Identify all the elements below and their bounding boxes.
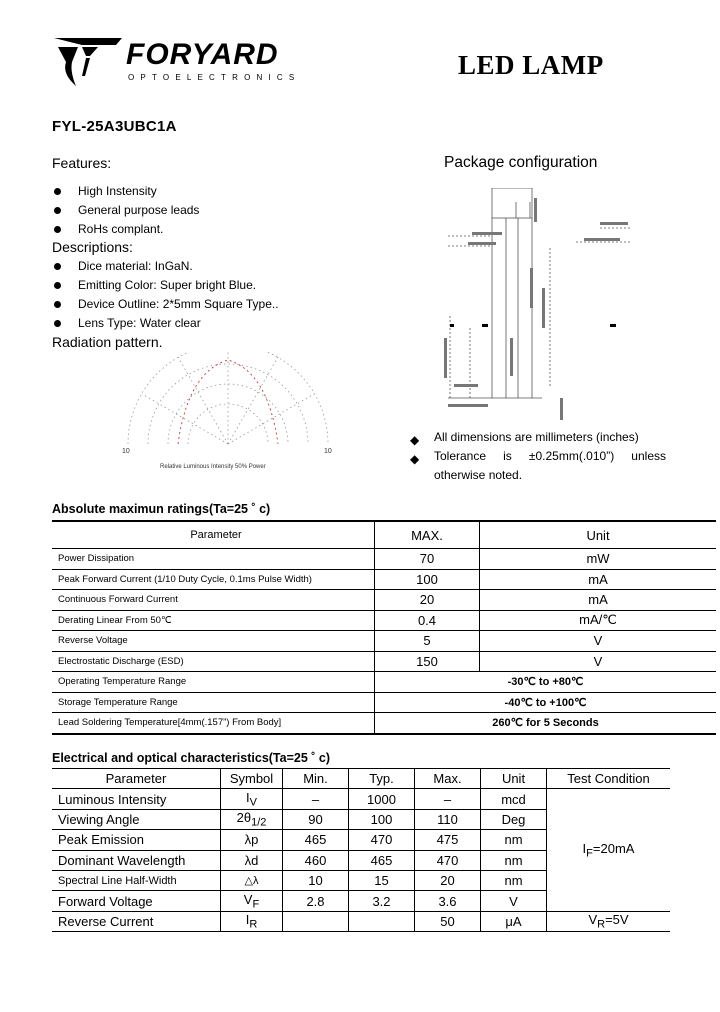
document-title: LED LAMP — [458, 50, 604, 80]
column-header: Symbol — [221, 769, 283, 789]
table-row: Dominant Wavelength λd 460 465 470 nm — [52, 850, 670, 870]
column-header: MAX. — [375, 521, 480, 549]
radiation-pattern-heading: Radiation pattern. — [52, 334, 163, 350]
features-list — [52, 182, 199, 239]
list-item: ◆ Tolerance is ±0.25mm(.010”) unless otherwise noted. — [410, 449, 666, 482]
column-header: Unit — [481, 769, 547, 789]
table-row: Reverse Current $I_R$ 50 μA $V_R=5V$ — [52, 911, 670, 931]
package-notes — [410, 428, 666, 485]
list-item: Lens Type: Water clear — [52, 314, 279, 333]
diamond-bullet-icon: ◆ — [410, 433, 420, 447]
table-row: Lead Soldering Temperature[4mm(.157”) From Body] 260℃ for 5 Seconds — [52, 713, 716, 734]
table-row: Viewing Angle $2\theta_{1/2}$ 90 100 110 Deg — [52, 809, 670, 829]
bullet-icon — [54, 207, 61, 214]
bullet-icon — [54, 188, 61, 195]
list-item: Device Outline: 2*5mm Square Type.. — [52, 295, 279, 314]
column-header: Unit — [480, 521, 717, 549]
package-drawing — [430, 188, 650, 420]
bullet-icon — [54, 320, 61, 327]
table-row: Electrostatic Discharge (ESD) 150 V — [52, 651, 716, 672]
column-header: Min. — [283, 769, 349, 789]
radiation-left-tick: 10 — [122, 448, 130, 455]
electrical-characteristics-heading: Electrical and optical characteristics(Ta=25 ˚ c) — [52, 751, 331, 765]
column-header: Parameter — [52, 521, 375, 549]
column-header: Test Condition — [547, 769, 671, 789]
bullet-icon — [54, 226, 61, 233]
features-heading: Features: — [52, 155, 112, 171]
table-row: Power Dissipation 70 mW — [52, 549, 716, 570]
radiation-right-tick: 10 — [324, 448, 332, 455]
column-header: Parameter — [52, 769, 221, 789]
diamond-bullet-icon: ◆ — [410, 452, 420, 466]
table-header-row — [52, 521, 716, 549]
table-row: Luminous Intensity $I_V$ – 1000 – mcd $I_F=20mA$ — [52, 789, 670, 809]
table-header-row — [52, 769, 670, 789]
absolute-ratings-table — [52, 520, 716, 735]
table-row: Spectral Line Half-Width △λ 10 15 20 nm — [52, 870, 670, 890]
list-item: RoHs complant. — [52, 220, 199, 239]
foryard-logo-icon — [52, 36, 124, 88]
package-configuration-heading: Package configuration — [444, 154, 598, 171]
brand-name: FORYARD — [126, 38, 279, 71]
column-header: Typ. — [349, 769, 415, 789]
list-item: General purpose leads — [52, 201, 199, 220]
list-item: Emitting Color: Super bright Blue. — [52, 276, 279, 295]
table-row: Continuous Forward Current 20 mA — [52, 590, 716, 611]
radiation-pattern-diagram — [118, 352, 338, 474]
table-row: Peak Emission λp 465 470 475 nm — [52, 830, 670, 850]
radiation-caption: Relative Luminous Intensity 50% Power — [160, 464, 266, 470]
table-row: Operating Temperature Range -30℃ to +80℃ — [52, 672, 716, 693]
test-condition-cell: $I_F=20mA$ — [547, 789, 671, 911]
part-number: FYL-25A3UBC1A — [52, 118, 177, 135]
test-condition-cell: $V_R=5V$ — [547, 911, 671, 931]
absolute-ratings-heading: Absolute maximun ratings(Ta=25 ˚ c) — [52, 502, 271, 516]
table-row: Forward Voltage $V_F$ 2.8 3.2 3.6 V — [52, 891, 670, 911]
bullet-icon — [54, 282, 61, 289]
column-header: Max. — [415, 769, 481, 789]
descriptions-list — [52, 257, 279, 333]
table-row: Reverse Voltage 5 V — [52, 631, 716, 652]
table-row: Storage Temperature Range -40℃ to +100℃ — [52, 692, 716, 713]
table-row: Peak Forward Current (1/10 Duty Cycle, 0.1ms Pulse Width) 100 mA — [52, 569, 716, 590]
list-item: High Instensity — [52, 182, 199, 201]
table-row: Derating Linear From 50℃ 0.4 mA/℃ — [52, 610, 716, 631]
brand-subtitle: OPTOELECTRONICS — [128, 73, 301, 82]
list-item: Dice material: InGaN. — [52, 257, 279, 276]
descriptions-heading: Descriptions: — [52, 239, 133, 255]
electrical-characteristics-table — [52, 768, 670, 932]
list-item: ◆ All dimensions are millimeters (inches) — [410, 428, 666, 447]
bullet-icon — [54, 301, 61, 308]
bullet-icon — [54, 263, 61, 270]
